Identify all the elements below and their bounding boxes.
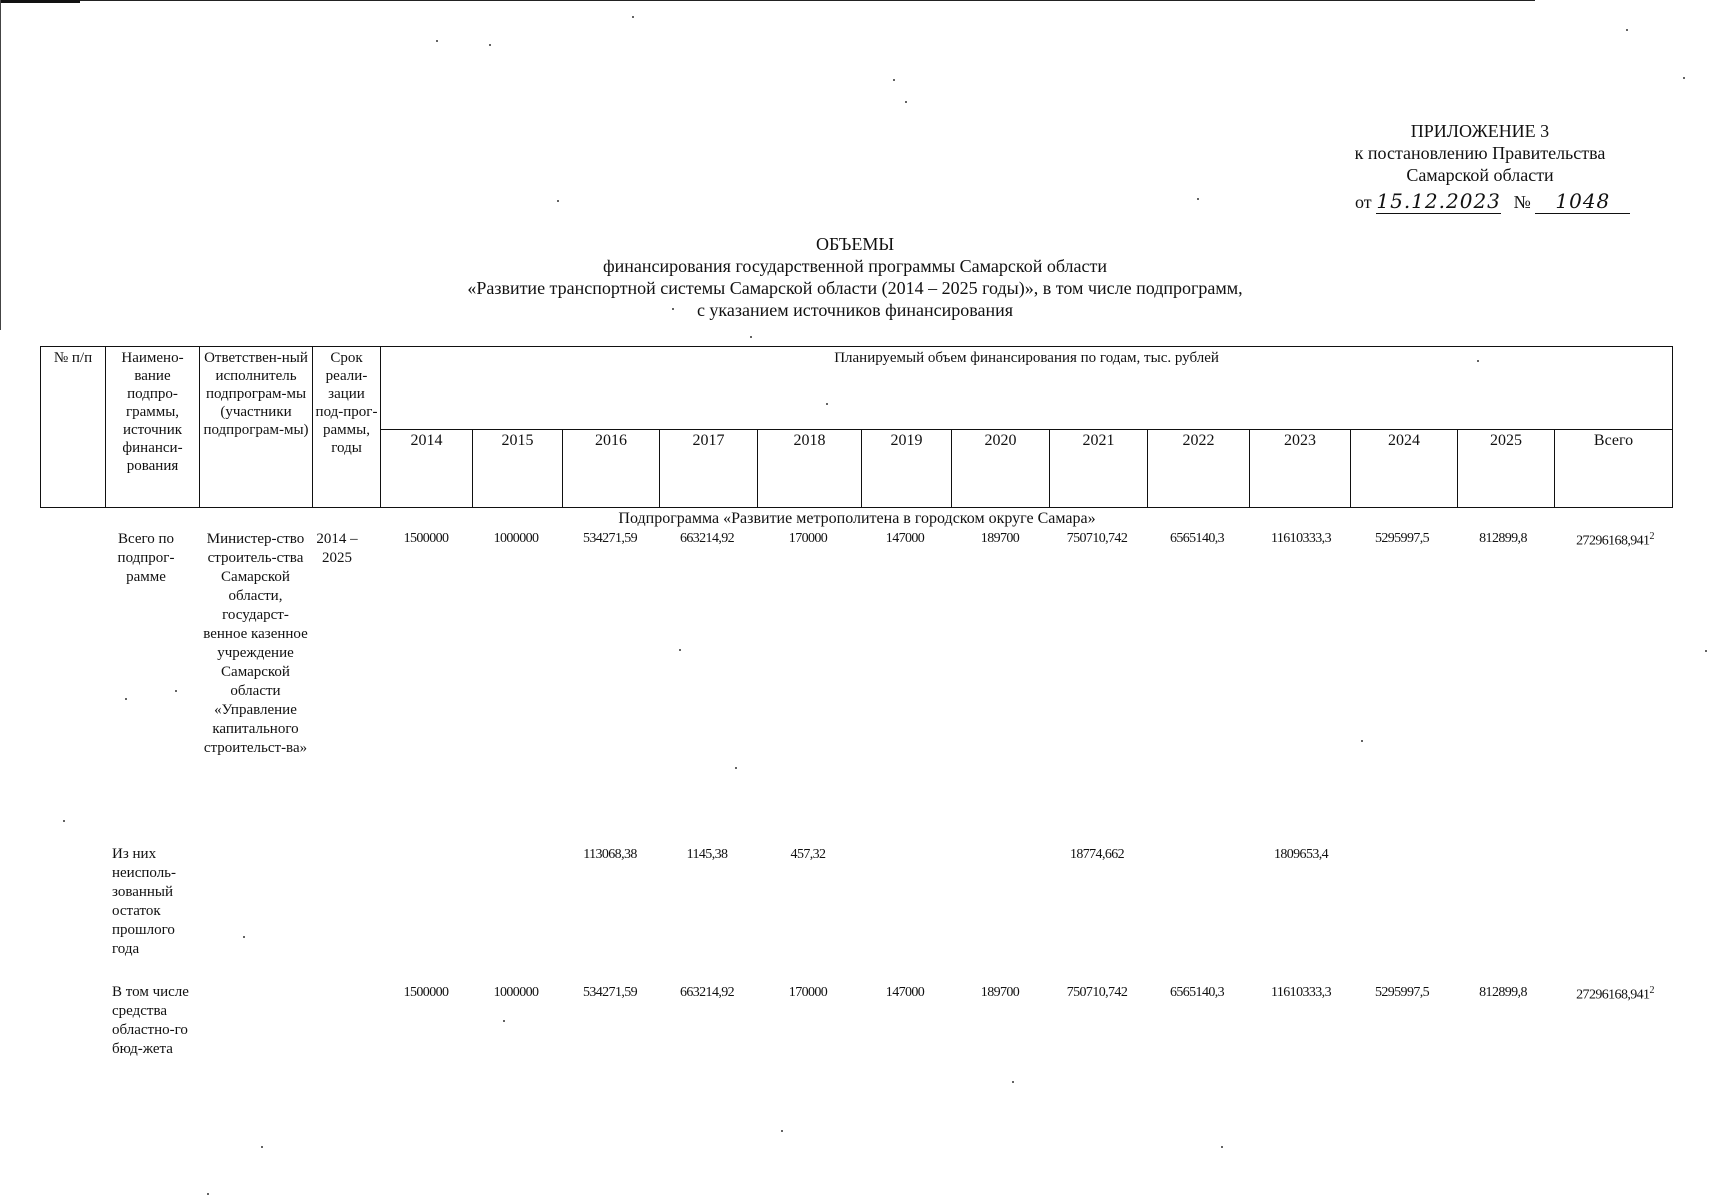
row-total [1560, 985, 1670, 1004]
row-label: Всего по подпрог-рамме [117, 531, 175, 585]
resolution-number: 1048 [1535, 189, 1630, 214]
header-year: 2014 [381, 430, 473, 508]
title-line-3: «Развитие транспортной системы Самарской области (2014 – 2025 годы)», в том числе подпрограмм, [467, 278, 1243, 298]
scan-speck [175, 690, 177, 692]
row-value: 1809653,4 [1273, 847, 1329, 862]
header-year: 2018 [758, 430, 862, 508]
header-year: 2019 [862, 430, 952, 508]
row-value: 663214,92 [679, 985, 735, 1000]
row-value: 147000 [885, 531, 925, 546]
row-total-value: 27296168,941 [1576, 987, 1650, 1003]
header-term: Срок реали-зации под-прог-раммы, годы [313, 347, 381, 508]
row-label: В том числе средства областно-го бюд-жета [112, 984, 189, 1057]
header-year: 2024 [1351, 430, 1458, 508]
scan-speck [557, 200, 559, 202]
scan-speck [1705, 650, 1707, 652]
header-year: 2021 [1050, 430, 1148, 508]
row-value: 534271,59 [582, 531, 638, 546]
header-total: Всего [1555, 430, 1673, 508]
row-value: 170000 [788, 985, 828, 1000]
row-value: 750710,742 [1066, 985, 1128, 1000]
scan-speck [1361, 740, 1363, 742]
header-year: 2016 [563, 430, 660, 508]
row-value: 663214,92 [679, 531, 735, 546]
scan-speck [1012, 1081, 1014, 1083]
row-label [96, 845, 192, 959]
row-value: 11610333,3 [1271, 985, 1331, 1000]
row-value: 18774,662 [1069, 847, 1125, 862]
scan-top-border [0, 0, 1535, 1]
scan-speck [436, 40, 438, 42]
scan-speck [632, 16, 634, 18]
header-name: Наимено-вание подпро-граммы, источник финанси-рования [106, 347, 200, 508]
number-prefix: № [1513, 192, 1531, 212]
row-value: 6565140,3 [1169, 531, 1225, 546]
scan-speck [750, 336, 752, 338]
row-value: 1000000 [493, 531, 539, 546]
header-year: 2025 [1458, 430, 1555, 508]
scan-left-border [0, 0, 1, 330]
header-planned-volume: Планируемый объем финансирования по годам, тыс. рублей [381, 347, 1673, 430]
appendix-line-3: Самарской области [1406, 165, 1554, 185]
row-value: 1500000 [403, 985, 449, 1000]
scan-speck [243, 936, 245, 938]
appendix-block [1320, 120, 1640, 186]
scan-speck [489, 44, 491, 46]
row-value: 812899,8 [1479, 531, 1527, 546]
scan-speck [261, 1146, 263, 1148]
row-value: 11610333,3 [1271, 531, 1331, 546]
row-label-text: Из них неисполь-зованный остаток прошлого года [112, 846, 177, 957]
header-year: 2023 [1250, 430, 1351, 508]
scan-speck [735, 767, 737, 769]
financing-table-header [40, 346, 1673, 508]
scan-speck [125, 698, 127, 700]
row-value: 1145,38 [686, 847, 728, 862]
scan-speck [63, 820, 65, 822]
row-value: 189700 [980, 985, 1020, 1000]
row-value: 812899,8 [1479, 985, 1527, 1000]
title-line-1: ОБЪЕМЫ [815, 234, 895, 254]
title-line-4: с указанием источников финансирования [696, 300, 1014, 320]
appendix-line-2: к постановлению Правительства [1354, 143, 1606, 163]
resolution-date: 15.12.2023 [1376, 189, 1501, 213]
scan-speck [1683, 77, 1685, 79]
row-term: 2014 – 2025 [316, 531, 358, 566]
scan-speck [503, 1020, 505, 1022]
scan-speck [207, 1193, 209, 1195]
header-year: 2022 [1148, 430, 1250, 508]
resolution-date-line [1355, 189, 1630, 214]
row-value: 147000 [885, 985, 925, 1000]
scan-speck [1221, 1146, 1223, 1148]
header-executor: Ответствен-ный исполнитель подпрограм-мы (участники подпрограм-мы) [200, 347, 313, 508]
document-title [380, 233, 1330, 321]
scan-speck [672, 308, 674, 310]
row-total [1560, 531, 1670, 550]
row-value: 113068,38 [583, 847, 637, 862]
scan-speck [1197, 198, 1199, 200]
header-year: 2015 [473, 430, 563, 508]
row-value: 6565140,3 [1169, 985, 1225, 1000]
row-value: 1000000 [493, 985, 539, 1000]
header-year: 2017 [660, 430, 758, 508]
subprogram-title: Подпрограмма «Развитие метрополитена в городском округе Самара» [618, 510, 1096, 527]
scan-speck [1477, 360, 1479, 362]
row-total-value: 27296168,941 [1576, 533, 1650, 549]
title-line-2: финансирования государственной программы Самарской области [602, 256, 1107, 276]
scan-speck [893, 79, 895, 81]
scan-speck [1626, 29, 1628, 31]
scan-top-border-mark [0, 0, 80, 3]
header-num: № п/п [41, 347, 106, 508]
row-value: 189700 [980, 531, 1020, 546]
row-value: 5295997,5 [1374, 985, 1430, 1000]
scan-speck [679, 649, 681, 651]
header-year: 2020 [952, 430, 1050, 508]
row-value: 1500000 [403, 531, 449, 546]
row-executor: Министер-ство строитель-ства Самарской области, государст-венное казенное учреждение Самарской области «Управление капитального строительст-ва» [203, 531, 308, 756]
date-prefix: от [1355, 192, 1372, 212]
appendix-title: ПРИЛОЖЕНИЕ 3 [1410, 121, 1550, 141]
row-value: 5295997,5 [1374, 531, 1430, 546]
row-total-note: 2 [1649, 985, 1654, 996]
scan-speck [826, 403, 828, 405]
row-value: 534271,59 [582, 985, 638, 1000]
row-value: 457,32 [790, 847, 826, 862]
row-value: 170000 [788, 531, 828, 546]
row-value: 750710,742 [1066, 531, 1128, 546]
scan-speck [905, 101, 907, 103]
row-total-note: 2 [1649, 531, 1654, 542]
scan-speck [781, 1130, 783, 1132]
